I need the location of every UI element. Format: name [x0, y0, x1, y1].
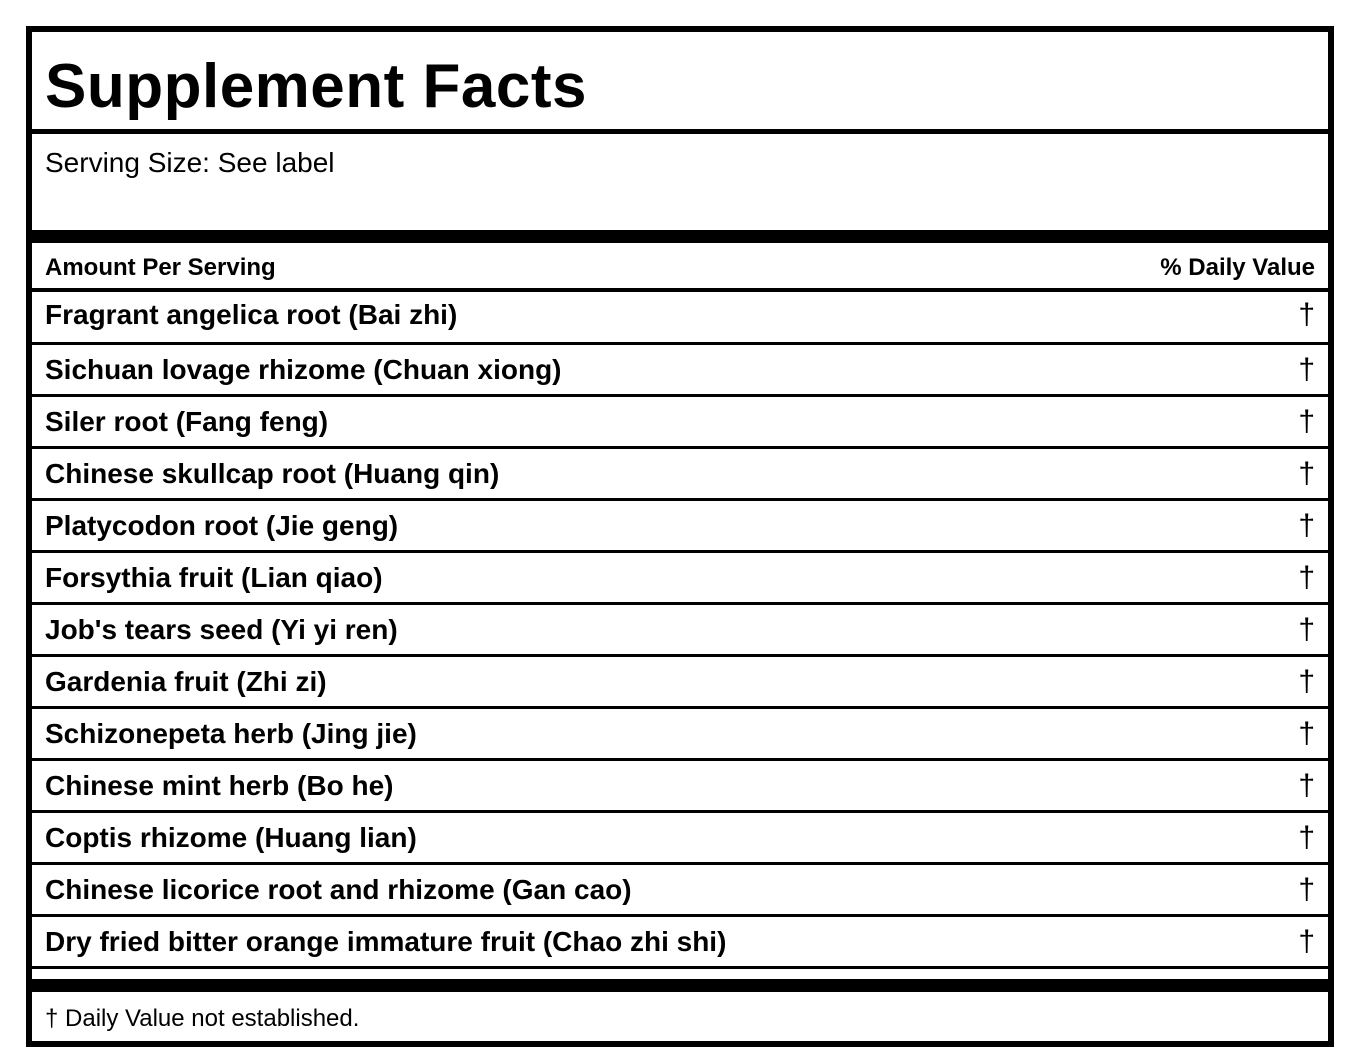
daily-value-dagger: †: [1298, 405, 1315, 438]
daily-value-dagger: †: [1298, 717, 1315, 750]
serving-size: Serving Size: See label: [45, 147, 335, 178]
ingredient-row: [32, 446, 1328, 498]
ingredient-name: Coptis rhizome (Huang lian): [45, 822, 417, 853]
daily-value-dagger: †: [1298, 353, 1315, 386]
ingredient-name: Platycodon root (Jie geng): [45, 510, 399, 541]
daily-value-dagger: †: [1298, 457, 1315, 490]
ingredient-row: [32, 498, 1328, 550]
supplement-facts-panel: [26, 26, 1334, 1047]
ingredient-name: Dry fried bitter orange immature fruit (Chao zhi shi): [45, 926, 727, 957]
ingredient-row: [32, 550, 1328, 602]
last-row-divider: [32, 966, 1328, 969]
ingredient-row: [32, 342, 1328, 394]
panel-title: Supplement Facts: [45, 52, 587, 121]
daily-value-label: % Daily Value: [1160, 254, 1315, 281]
title-divider: [32, 129, 1328, 134]
ingredient-list: [32, 290, 1328, 966]
ingredient-name: Chinese skullcap root (Huang qin): [45, 458, 500, 489]
ingredient-name: Sichuan lovage rhizome (Chuan xiong): [45, 354, 562, 385]
ingredient-name: Fragrant angelica root (Bai zhi): [45, 299, 458, 330]
daily-value-dagger: †: [1298, 769, 1315, 802]
amount-per-serving-label: Amount Per Serving: [45, 254, 276, 281]
daily-value-dagger: †: [1298, 821, 1315, 854]
thick-divider-top: [32, 230, 1328, 243]
ingredient-row: [32, 862, 1328, 914]
daily-value-dagger: †: [1298, 298, 1315, 331]
footnote: † Daily Value not established.: [45, 1005, 360, 1032]
ingredient-name: Schizonepeta herb (Jing jie): [45, 718, 417, 749]
column-header: [32, 246, 1328, 290]
ingredient-name: Siler root (Fang feng): [45, 406, 329, 437]
ingredient-row: [32, 914, 1328, 966]
thick-divider-bottom: [32, 979, 1328, 992]
daily-value-dagger: †: [1298, 613, 1315, 646]
daily-value-dagger: †: [1298, 509, 1315, 542]
ingredient-name: Chinese mint herb (Bo he): [45, 770, 394, 801]
ingredient-name: Gardenia fruit (Zhi zi): [45, 666, 327, 697]
daily-value-dagger: †: [1298, 561, 1315, 594]
ingredient-row: [32, 290, 1328, 342]
ingredient-name: Job's tears seed (Yi yi ren): [45, 614, 398, 645]
ingredient-row: [32, 706, 1328, 758]
ingredient-row: [32, 810, 1328, 862]
daily-value-dagger: †: [1298, 925, 1315, 958]
ingredient-name: Forsythia fruit (Lian qiao): [45, 562, 383, 593]
ingredient-row: [32, 394, 1328, 446]
ingredient-row: [32, 758, 1328, 810]
ingredient-row: [32, 654, 1328, 706]
daily-value-dagger: †: [1298, 665, 1315, 698]
ingredient-name: Chinese licorice root and rhizome (Gan cao): [45, 874, 632, 905]
daily-value-dagger: †: [1298, 873, 1315, 906]
ingredient-row: [32, 602, 1328, 654]
